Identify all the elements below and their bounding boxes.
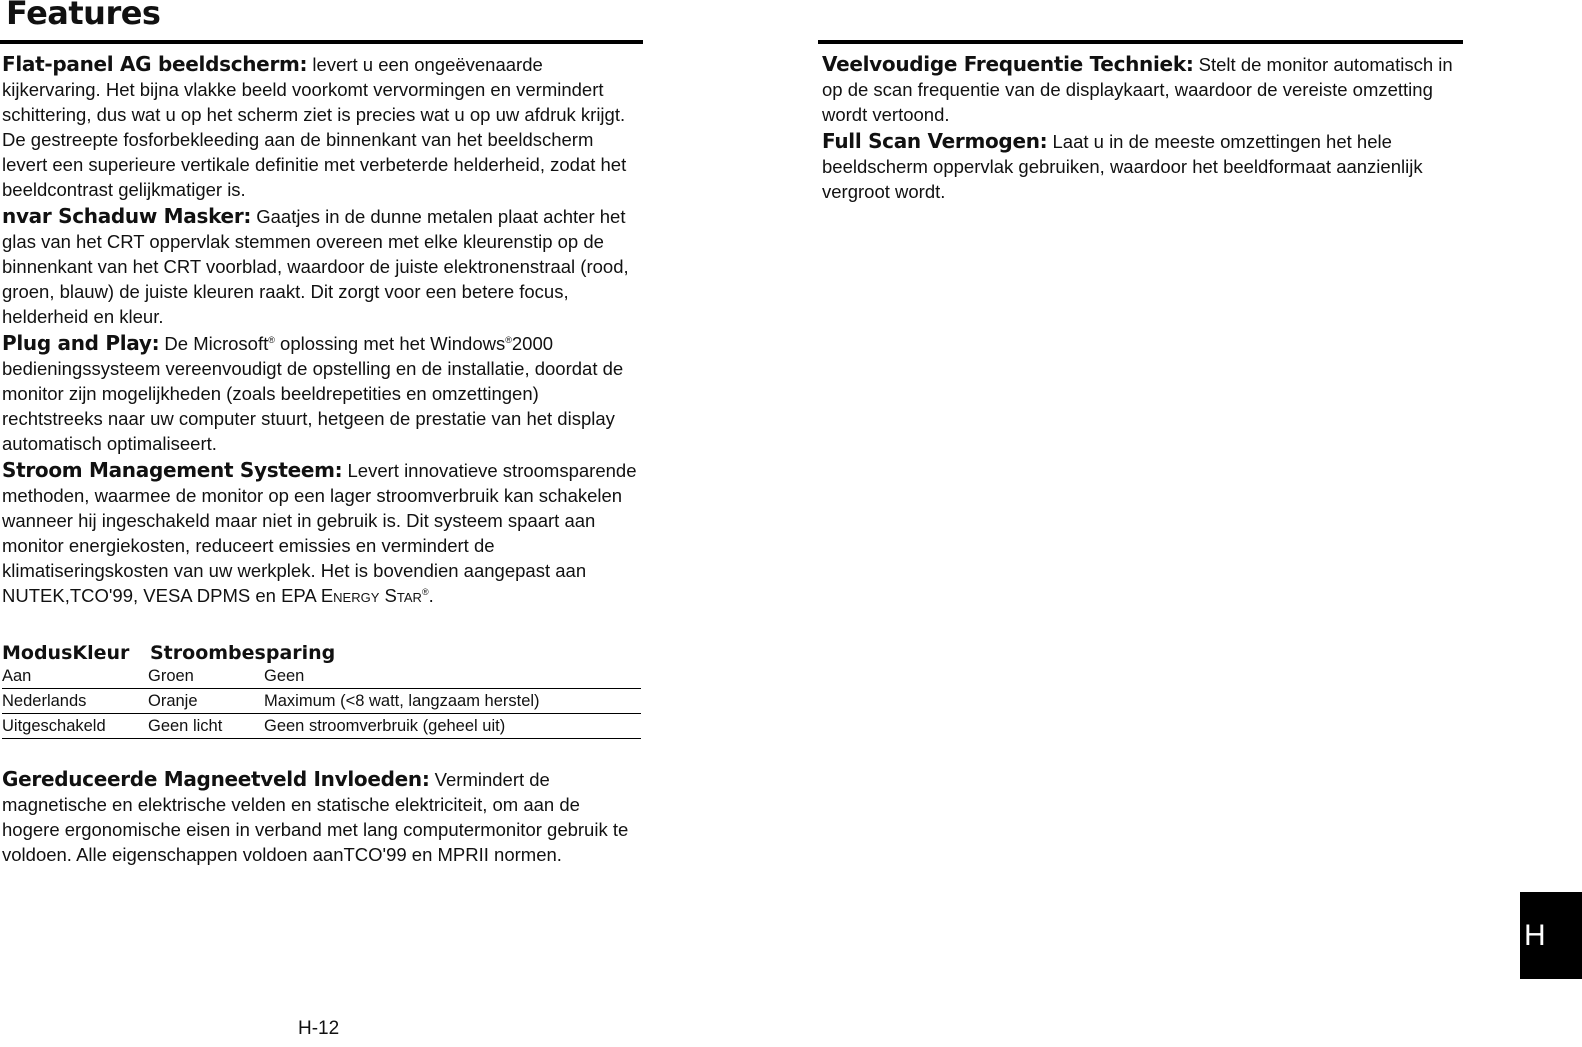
feature-flat-panel: [2, 52, 638, 202]
table-row: [2, 664, 641, 689]
feature-text: .: [428, 585, 434, 606]
feature-heading: Gereduceerde Magneetveld Invloeden:: [2, 767, 430, 791]
table-cell-modus: Nederlands: [2, 691, 87, 710]
feature-power-management: [2, 458, 638, 610]
energy-e: E: [320, 585, 334, 606]
feature-text: Vermindert de magnetische en elektrische velden en statische elektriciteit, om aan de hogere ergonomische eisen in verband met lang computermonitor gebruik te voldoen. Alle eigenschappen voldoen aanTCO'99 en MPRII normen.: [2, 769, 629, 865]
feature-heading: Full Scan Vermogen:: [822, 129, 1048, 153]
table-cell-modus: Aan: [2, 666, 32, 685]
table-cell-stroom: Geen: [264, 666, 305, 685]
feature-text: levert u een ongeëvenaarde kijkervaring. Het bijna vlakke beeld voorkomt vervormingen en vermindert schittering, dus wat u op het scherm ziet is precies wat u op uw afdruk krijgt. De gestreepte fosforbekleeding aan de binnenkant van het beeldscherm levert een superieure vertikale definitie met verbeterde helderheid, zodat het beeldcontrast gelijkmatiger is.: [2, 54, 627, 200]
feature-text: Levert innovatieve stroomsparende methoden, waarmee de monitor op een lager stroomverbruik kan schakelen wanneer hij ingeschakeld maar niet in gebruik is. Dit systeem spaart aan monitor energiekosten, reduceert emissies en vermindert de klimatiseringskosten van uw werkplek. Het is bovendien aangepast aan NUTEK,TCO'99, VESA DPMS en EPA: [2, 460, 637, 606]
table-header-stroombesparing: Stroombesparing: [150, 642, 336, 664]
star-s: S: [384, 585, 397, 606]
feature-heading: Stroom Management Systeem:: [2, 458, 343, 482]
feature-text: oplossing met het Windows: [274, 333, 506, 354]
table-cell-kleur: Groen: [148, 666, 194, 685]
registered-mark: ®: [421, 587, 429, 597]
page-title: Features: [6, 0, 161, 32]
table-cell-stroom: Maximum (<8 watt, langzaam herstel): [264, 691, 540, 710]
feature-full-scan: [822, 129, 1462, 204]
feature-text: Laat u in de meeste omzettingen het hele beeldscherm oppervlak gebruiken, waardoor het beeldformaat aanzienlijk vergroot wordt.: [822, 131, 1423, 202]
feature-magnetic-field: [2, 767, 638, 867]
energy-rest: NERGY: [333, 590, 380, 605]
left-column: [2, 52, 638, 867]
table-cell-kleur: Geen licht: [148, 716, 223, 735]
feature-heading: Flat-panel AG beeldscherm:: [2, 52, 308, 76]
table-cell-kleur: Oranje: [148, 691, 198, 710]
table-row: [2, 689, 641, 714]
feature-text: Stelt de monitor automatisch in op de scan frequentie van de displaykaart, waardoor de vereiste omzetting wordt vertoond.: [822, 54, 1453, 125]
feature-text: De Microsoft: [164, 333, 269, 354]
feature-multi-frequency: [822, 52, 1462, 127]
feature-text: Gaatjes in de dunne metalen plaat achter het glas van het CRT oppervlak stemmen overeen met elke kleurenstip op de binnenkant van het CRT voorblad, waardoor de juiste elektronenstraal (rood, groen, blauw) de juiste kleuren raakt. Dit zorgt voor een betere focus, helderheid en kleur.: [2, 206, 629, 327]
table-header-modus-kleur: ModusKleur: [2, 642, 130, 664]
right-header-rule: [818, 40, 1463, 44]
feature-plug-and-play: [2, 331, 638, 456]
registered-mark: ®: [505, 335, 512, 345]
feature-invar-shadow-mask: [2, 204, 638, 329]
section-tab: H: [1520, 892, 1582, 979]
feature-heading: Veelvoudige Frequentie Techniek:: [822, 52, 1194, 76]
right-column: [822, 52, 1462, 204]
feature-heading: Plug and Play:: [2, 331, 160, 355]
power-saving-table: [2, 638, 638, 739]
table-cell-stroom: Geen stroomverbruik (geheel uit): [264, 716, 506, 735]
feature-text: 2000 bedieningssysteem vereenvoudigt de opstelling en de installatie, doordat de monitor zijn mogelijkheden (zoals beeldrepetities en omzettingen) rechtstreeks naar uw computer stuurt, hetgeen de prestatie van het display automatisch optimaliseert.: [2, 333, 624, 454]
spacer: [2, 739, 638, 767]
table-row: [2, 714, 641, 739]
page-number: H-12: [298, 1018, 340, 1039]
feature-heading: nvar Schaduw Masker:: [2, 204, 252, 228]
table-header: [2, 638, 638, 664]
left-header-rule: [0, 40, 643, 44]
star-rest: TAR: [396, 590, 422, 605]
registered-mark: ®: [268, 335, 275, 345]
table-cell-modus: Uitgeschakeld: [2, 716, 106, 735]
